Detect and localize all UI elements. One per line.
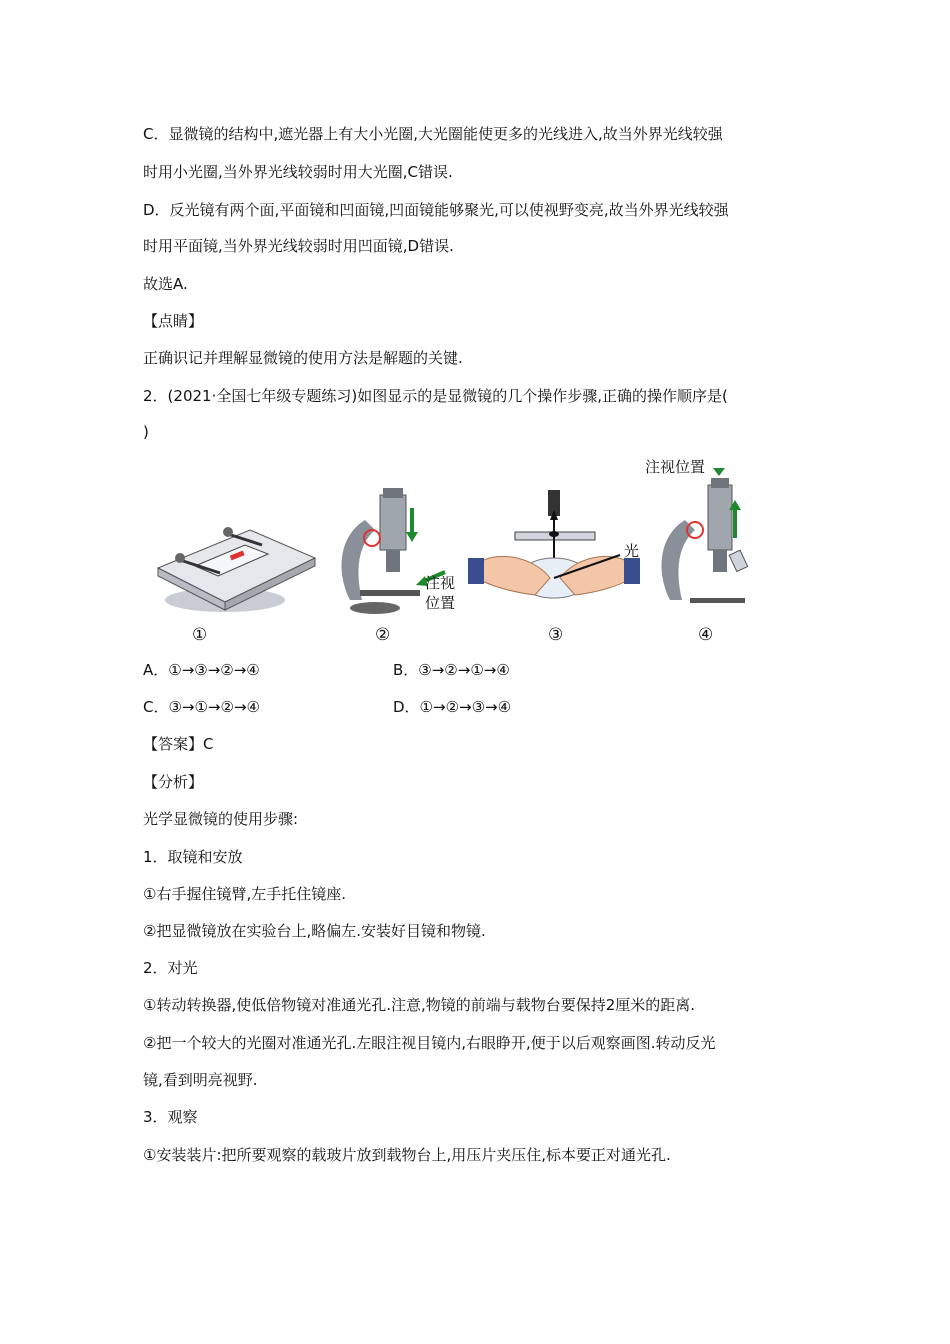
text-line: 时用小光圈,当外界光线较弱时用大光圈,C错误. bbox=[143, 163, 453, 181]
text-line: 故选A. bbox=[143, 275, 188, 293]
text-line: 光学显微镜的使用步骤: bbox=[143, 810, 299, 828]
text-line: ①转动转换器,使低倍物镜对准通光孔.注意,物镜的前端与载物台要保持2厘米的距离. bbox=[143, 996, 696, 1014]
step-label-4: ④ bbox=[698, 625, 714, 645]
question-text: ) bbox=[143, 423, 149, 441]
text-line: 时用平面镜,当外界光线较弱时用凹面镜,D错误. bbox=[143, 237, 454, 255]
option-b: B．③→②→①→④ bbox=[393, 661, 510, 679]
text-line: ①安装装片:把所要观察的载玻片放到载物台上,用压片夹压住,标本要正对通光孔. bbox=[143, 1146, 671, 1164]
microscope-steps-figure bbox=[150, 450, 800, 650]
text-line: 3．观察 bbox=[143, 1108, 198, 1126]
watch-label: 注视 bbox=[425, 574, 456, 592]
answer-line: 【答案】C bbox=[143, 735, 214, 753]
text-line: 正确识记并理解显微镜的使用方法是解题的关键. bbox=[143, 349, 463, 367]
option-a: A．①→③→②→④ bbox=[143, 661, 260, 679]
position-label: 位置 bbox=[425, 594, 456, 612]
text-line: 1．取镜和安放 bbox=[143, 848, 243, 866]
text-line: D．反光镜有两个面,平面镜和凹面镜,凹面镜能够聚光,可以使视野变亮,故当外界光线较强 bbox=[143, 201, 729, 219]
watch-position-label: 注视位置 bbox=[645, 458, 706, 476]
analysis-heading: 【分析】 bbox=[143, 773, 204, 791]
microscope-illustration bbox=[150, 450, 800, 650]
option-d: D．①→②→③→④ bbox=[393, 698, 512, 716]
step-label-3: ③ bbox=[548, 625, 564, 645]
text-line: ①右手握住镜臂,左手托住镜座. bbox=[143, 885, 346, 903]
light-label: 光 bbox=[624, 542, 640, 560]
text-line: ②把一个较大的光圈对准通光孔.左眼注视目镜内,右眼睁开,便于以后观察画图.转动反光 bbox=[143, 1034, 716, 1052]
step-label-1: ① bbox=[192, 625, 208, 645]
text-line: C．显微镜的结构中,遮光器上有大小光圈,大光圈能使更多的光线进入,故当外界光线较强 bbox=[143, 125, 723, 143]
text-line: ②把显微镜放在实验台上,略偏左.安装好目镜和物镜. bbox=[143, 922, 486, 940]
question-text: 2．(2021·全国七年级专题练习)如图显示的是显微镜的几个操作步骤,正确的操作顺序是( bbox=[143, 387, 728, 405]
step3-hands-adjusting bbox=[468, 490, 640, 598]
option-c: C．③→①→②→④ bbox=[143, 698, 260, 716]
step4-microscope-raising bbox=[662, 468, 748, 603]
step1-stage-illustration bbox=[158, 527, 315, 612]
section-heading: 【点睛】 bbox=[143, 312, 204, 330]
step-label-2: ② bbox=[375, 625, 391, 645]
text-line: 2．对光 bbox=[143, 959, 198, 977]
text-line: 镜,看到明亮视野. bbox=[143, 1071, 258, 1089]
